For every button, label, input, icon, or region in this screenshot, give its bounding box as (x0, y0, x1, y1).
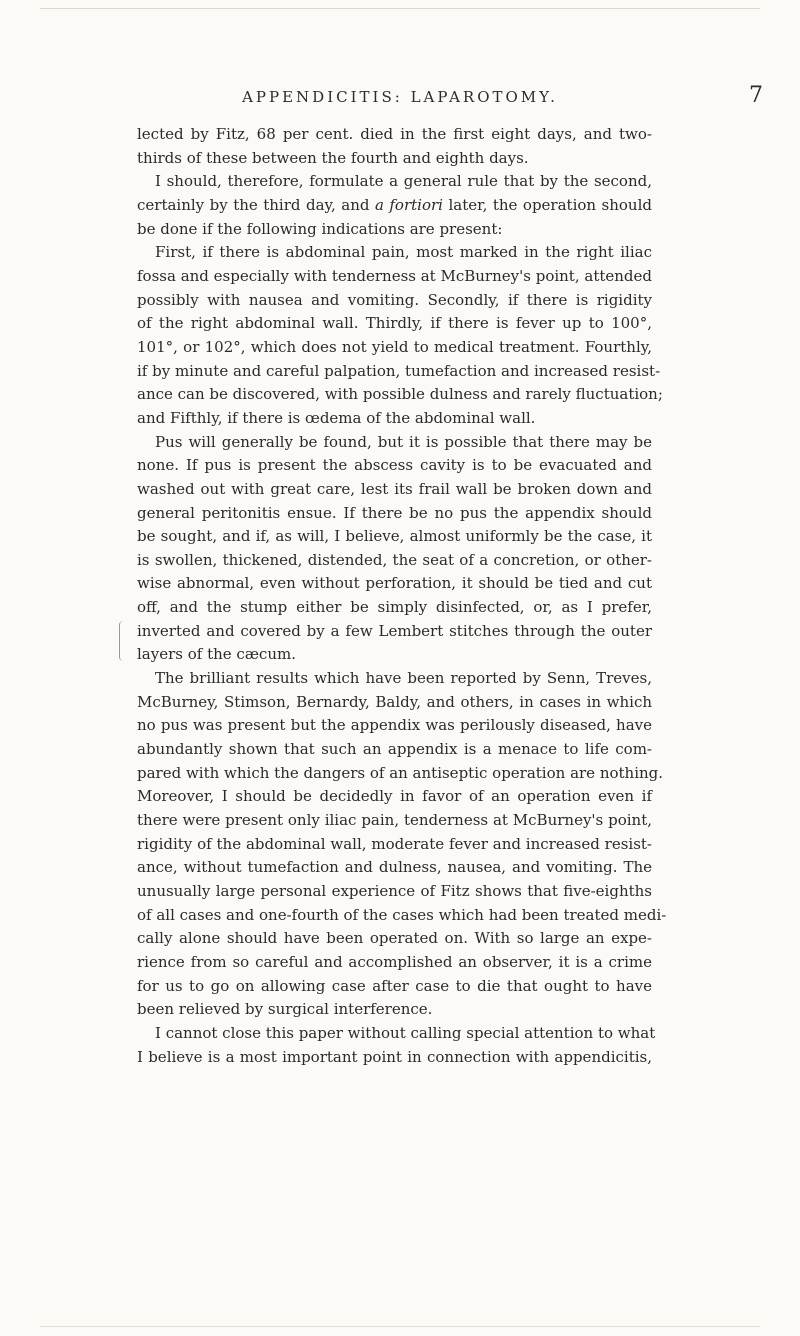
text-line: general peritonitis ensue. If there be no pus the appendix should (137, 503, 652, 522)
text-line: of the right abdominal wall. Thirdly, if there is fever up to 100°, (137, 314, 652, 333)
text-line: Moreover, I should be decidedly in favor of an operation even if (137, 787, 652, 806)
text-line: certainly by the third day, and a fortiori later, the operation should (137, 195, 652, 214)
text-line: washed out with great care, lest its frail wall be broken down and (137, 479, 652, 498)
text-line: if by minute and careful palpation, tumefaction and increased resist- (137, 361, 661, 380)
text-line: I should, therefore, formulate a general rule that by the second, (155, 172, 652, 191)
text-line: of all cases and one-fourth of the cases which had been treated medi- (137, 905, 667, 924)
text-line: I cannot close this paper without calling special attention to what (155, 1023, 656, 1042)
text-line: abundantly shown that such an appendix is a menace to life com- (137, 740, 652, 759)
text-line: possibly with nausea and vomiting. Secondly, if there is rigidity (137, 290, 652, 309)
text-line: rigidity of the abdominal wall, moderate fever and increased resist- (137, 834, 652, 853)
text-line: fossa and especially with tenderness at McBurney's point, attended (137, 266, 652, 285)
text-line: no pus was present but the appendix was perilously diseased, have (137, 716, 652, 735)
page-bottom-edge (40, 1326, 760, 1327)
page-top-edge (40, 8, 760, 9)
text-line: Pus will generally be found, but it is possible that there may be (155, 432, 652, 451)
text-line: ance, without tumefaction and dulness, nausea, and vomiting. The (137, 858, 652, 877)
text-line: been relieved by surgical interference. (137, 1000, 433, 1019)
page-header (0, 83, 800, 112)
text-line: cally alone should have been operated on. With so large an expe- (137, 929, 652, 948)
text-line: pared with which the dangers of an antiseptic operation are nothing. (137, 763, 664, 782)
text-line: thirds of these between the fourth and eighth days. (137, 148, 529, 167)
page-number: 7 (749, 83, 763, 108)
text-line: is swollen, thickened, distended, the seat of a concretion, or other- (137, 550, 652, 569)
text-line: inverted and covered by a few Lembert stitches through the outer (137, 621, 652, 640)
text-line: none. If pus is present the abscess cavity is to be evacuated and (137, 456, 652, 475)
text-line: rience from so careful and accomplished an observer, it is a crime (137, 952, 652, 971)
text-line: and Fifthly, if there is œdema of the abdominal wall. (137, 408, 536, 427)
text-line: be sought, and if, as will, I believe, almost uniformly be the case, it (137, 527, 652, 546)
text-line: wise abnormal, even without perforation, it should be tied and cut (137, 574, 652, 593)
body-text (137, 123, 667, 1069)
running-head: APPENDICITIS: LAPAROTOMY. (242, 88, 558, 106)
text-line: 101°, or 102°, which does not yield to medical treatment. Fourthly, (137, 337, 652, 356)
text-line: I believe is a most important point in connection with appendicitis, (137, 1047, 652, 1066)
text-line: unusually large personal experience of Fitz shows that five-eighths (137, 882, 652, 900)
text-line: off, and the stump either be simply disinfected, or, as I prefer, (137, 598, 652, 617)
text-line: First, if there is abdominal pain, most marked in the right iliac (155, 243, 652, 262)
text-line: ance can be discovered, with possible dulness and rarely fluctuation; (137, 385, 663, 404)
text-line: be done if the following indications are present: (137, 219, 503, 238)
text-line: there were present only iliac pain, tenderness at McBurney's point, (137, 811, 652, 830)
margin-mark (119, 621, 123, 661)
text-line: The brilliant results which have been reported by Senn, Treves, (155, 669, 652, 688)
text-line: for us to go on allowing case after case to die that ought to have (137, 976, 652, 995)
text-line: lected by Fitz, 68 per cent. died in the first eight days, and two- (137, 125, 652, 143)
text-line: McBurney, Stimson, Bernardy, Baldy, and others, in cases in which (137, 692, 652, 711)
text-line: layers of the cæcum. (137, 645, 296, 664)
